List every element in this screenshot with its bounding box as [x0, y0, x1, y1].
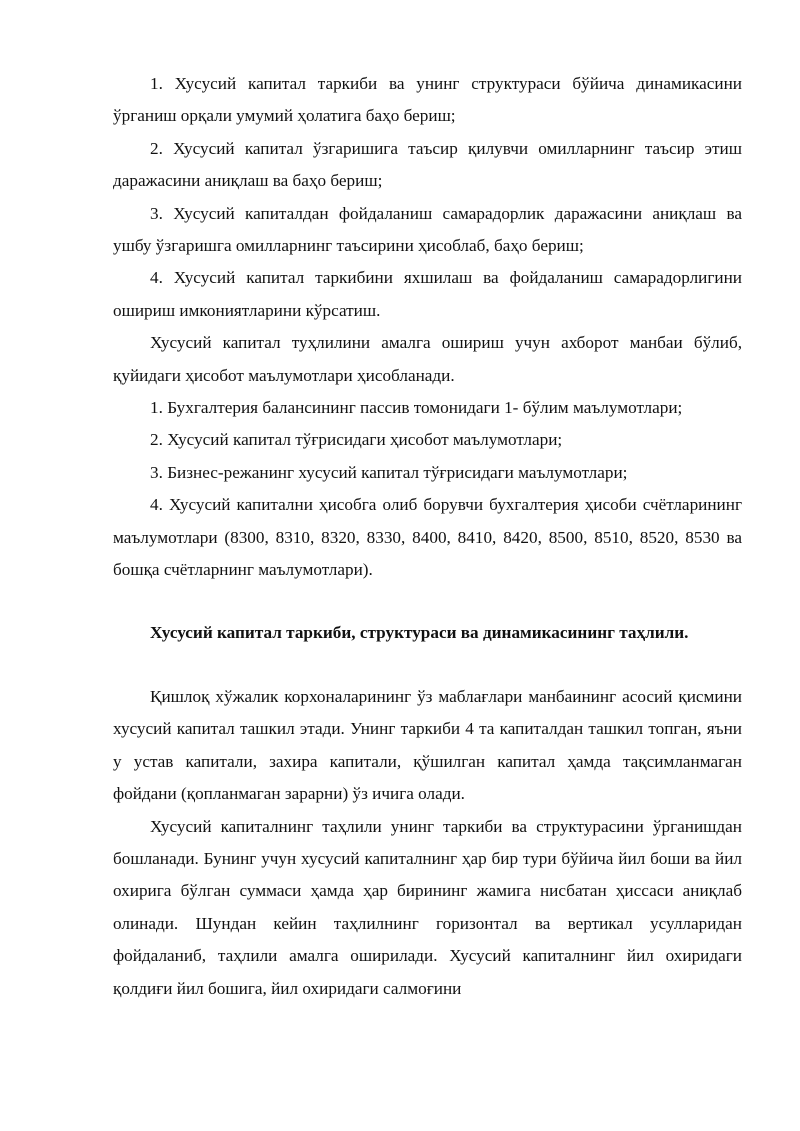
document-page: [113, 68, 742, 1005]
section-heading: Хусусий капитал таркиби, структураси ва динамикасининг таҳлили.: [150, 622, 689, 642]
source-item-4: 4. Хусусий капитални ҳисобга олиб борувчи бухгалтерия ҳисоби счётларининг маълумотлари (8300, 8310, 8320, 8330, 8400, 8410, 8420, 8500, 8510, 8520, 8530 ва бошқа счётларнинг маълумотлари).: [113, 495, 742, 580]
source-item-1: 1. Бухгалтерия балансининг пассив томонидаги 1- бўлим маълумотлари;: [150, 398, 683, 418]
body-paragraph-1: Қишлоқ хўжалик корхоналарининг ўз маблағлари манбаининг асосий қисмини хусусий капитал ташкил этади. Унинг таркиби 4 та капиталдан ташкил топган, яъни у устав капитали, захира капитали, қўшилган капитал ҳамда тақсимланмаган фойдани (қопланмаган зарарни) ўз ичига олади.: [113, 686, 742, 804]
source-item-3: 3. Бизнес-режанинг хусусий капитал тўғрисидаги маълумотлари;: [150, 462, 628, 482]
info-source-intro: Хусусий капитал туҳлилини амалга ошириш учун ахборот манбаи бўлиб, қуйидаги ҳисобот маълумотлари ҳисобланади.: [113, 333, 742, 385]
task-item-4: 4. Хусусий капитал таркибини яхшилаш ва фойдаланиш самарадорлигини ошириш имкониятларини кўрсатиш.: [113, 268, 742, 320]
task-item-3: 3. Хусусий капиталдан фойдаланиш самарадорлик даражасини аниқлаш ва ушбу ўзгаришга омилларнинг таъсирини ҳисоблаб, баҳо бериш;: [113, 203, 742, 256]
task-item-1: 1. Хусусий капитал таркиби ва унинг структураси бўйича динамикасини ўрганиш орқали умумий ҳолатига баҳо бериш;: [113, 74, 742, 126]
body-paragraph-2: Хусусий капиталнинг таҳлили унинг таркиби ва структурасини ўрганишдан бошланади. Бунинг учун хусусий капиталнинг ҳар бир тури бўйича йил боши ва йил охирига бўлган суммаси ҳамда ҳар бирининг жамига нисбатан ҳиссаси аниқлаб олинади. Шундан кейин таҳлилнинг горизонтал ва вертикал усулларидан фойдаланиб, таҳлили амалга оширилади. Хусусий капиталнинг йил охиридаги қолдиғи йил бошига, йил охиридаги салмоғини: [113, 816, 742, 998]
task-item-2: 2. Хусусий капитал ўзгаришига таъсир қилувчи омилларнинг таъсир этиш даражасини аниқлаш ва баҳо бериш;: [113, 138, 742, 191]
source-item-2: 2. Хусусий капитал тўғрисидаги ҳисобот маълумотлари;: [150, 430, 563, 450]
